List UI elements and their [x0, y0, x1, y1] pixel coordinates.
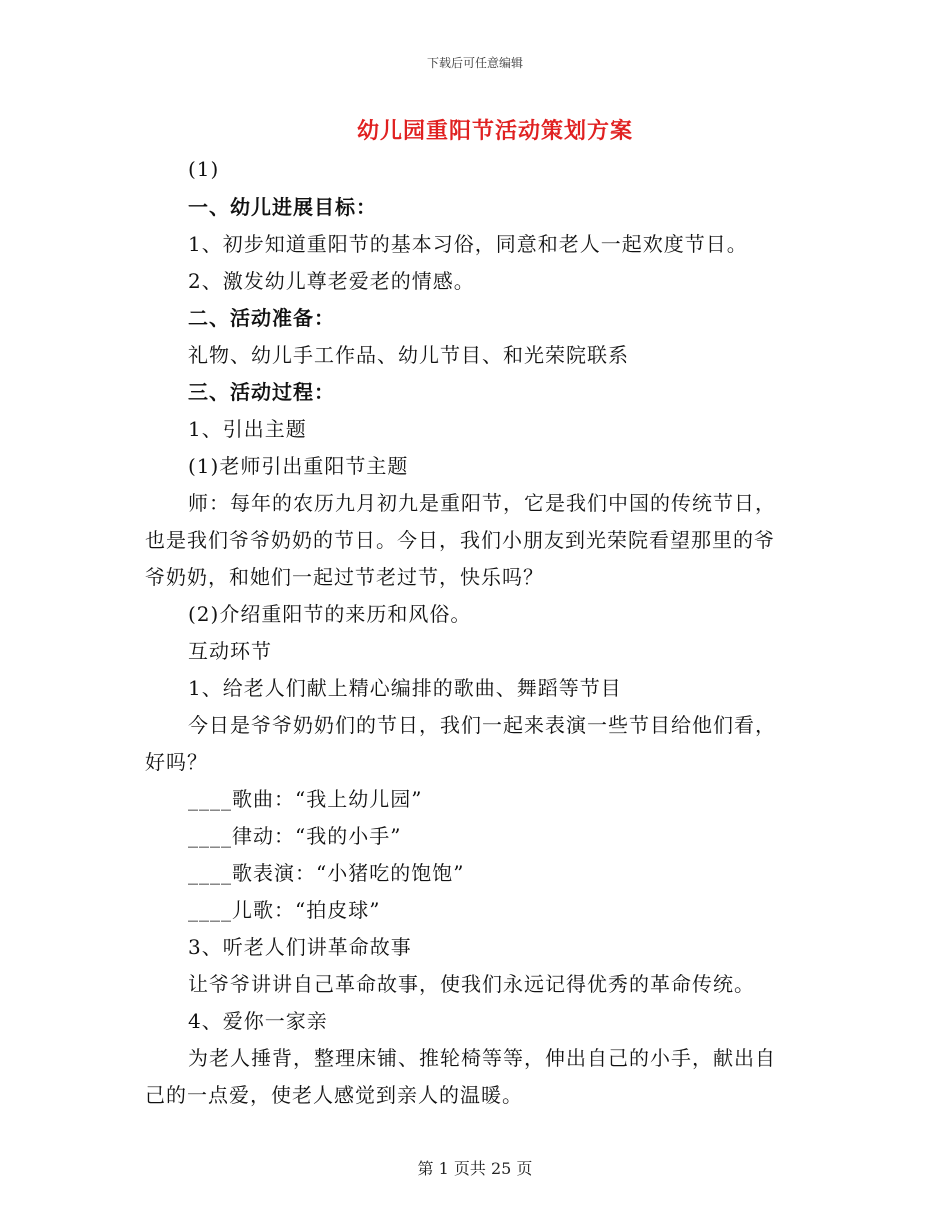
document-title: 幼儿园重阳节活动策划方案 — [356, 118, 633, 144]
body-line: 3、听老人们讲革命故事 — [188, 935, 412, 959]
body-line: 也是我们爷爷奶奶的节日。今日，我们小朋友到光荣院看望那里的爷 — [145, 528, 775, 552]
header-note: 下载后可任意编辑 — [426, 56, 523, 70]
body-line: 1、给老人们献上精心编排的歌曲、舞蹈等节目 — [188, 676, 622, 700]
program-item: ____律动：“我的小手” — [188, 824, 402, 848]
page-footer: 第 1 页共 25 页 — [417, 1159, 533, 1178]
body-line: (2)介绍重阳节的来历和风俗。 — [188, 602, 472, 626]
body-line: (1) — [188, 157, 220, 181]
body-line: 师：每年的农历九月初九是重阳节，它是我们中国的传统节日， — [188, 491, 776, 515]
body-line: 今日是爷爷奶奶们的节日，我们一起来表演一些节目给他们看， — [188, 713, 776, 737]
body-line: 互动环节 — [188, 639, 272, 663]
body-line: 4、爱你一家亲 — [188, 1009, 328, 1033]
body-line: 好吗？ — [145, 750, 208, 774]
body-line: 己的一点爱，使老人感觉到亲人的温暖。 — [145, 1083, 523, 1107]
program-item: ____儿歌：“拍皮球” — [188, 898, 381, 922]
section-heading: 一、幼儿进展目标： — [188, 195, 377, 219]
program-item: ____歌表演：“小猪吃的饱饱” — [188, 861, 465, 885]
body-line: 礼物、幼儿手工作品、幼儿节目、和光荣院联系 — [188, 343, 629, 367]
body-line: 让爷爷讲讲自己革命故事，使我们永远记得优秀的革命传统。 — [188, 972, 755, 996]
program-item: ____歌曲：“我上幼儿园” — [188, 787, 423, 811]
body-line: 1、引出主题 — [188, 417, 307, 441]
section-heading: 三、活动过程： — [188, 380, 335, 404]
body-line: 为老人捶背，整理床铺、推轮椅等等，伸出自己的小手，献出自 — [188, 1046, 776, 1070]
body-line: 2、激发幼儿尊老爱老的情感。 — [188, 269, 475, 293]
body-line: 爷奶奶，和她们一起过节老过节，快乐吗？ — [145, 565, 544, 589]
body-line: (1)老师引出重阳节主题 — [188, 454, 409, 478]
section-heading: 二、活动准备： — [188, 306, 335, 330]
body-line: 1、初步知道重阳节的基本习俗，同意和老人一起欢度节日。 — [188, 232, 748, 256]
